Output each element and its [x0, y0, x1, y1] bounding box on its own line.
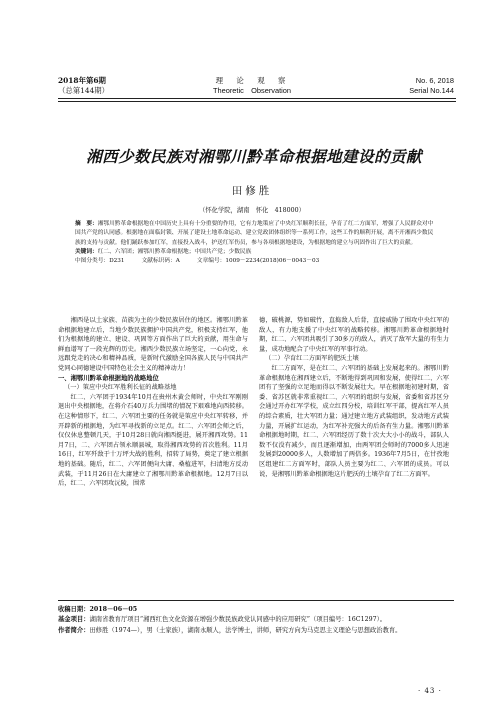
keywords [75, 248, 437, 257]
author-bio-text: 田修胜（1974—），男（土家族），湖南永顺人，法学博士，讲师，研究方向为马克思主义理论与思想政治教育。 [89, 626, 402, 634]
article-title: 湘西少数民族对湘鄂川黔革命根据地建设的贡献 [86, 148, 422, 166]
body-column-left [58, 316, 248, 489]
section-heading: （二）孕育红二方面军的肥沃土壤 [265, 355, 359, 363]
serial-number-en: Serial No.144 [409, 86, 454, 95]
author-name: 田修胜 [231, 185, 273, 197]
body-column-right [259, 316, 449, 479]
section-heading: （一）策应中央红军胜利长征的战略基地 [64, 384, 177, 392]
body-paragraph: 德，破桃源，势如破竹，直捣敌人后背，直接威胁了围攻中央红军的敌人，有力地支援了中央红军的战略转移。湘鄂川黔革命根据地时期，红二、六军团共吸引了30多万的敌人，消灭了敌军大量的有生力量，成功地配合了中央红军的军事行动。 [259, 317, 449, 353]
fund-text: 湖南省教育厅项目“湘西红色文化资源在增强少数民族政党认同感中的应用研究”（项目编号：16C1297）。 [89, 616, 387, 624]
header-rule-thin [58, 101, 456, 102]
section-heading: 一、湘鄂川黔革命根据地的战略地位 [58, 374, 159, 382]
journal-name-cn: 理 论 观 察 [215, 76, 289, 85]
received-date: 收稿日期：2018－06－05 [58, 606, 138, 613]
author-affiliation: （怀化学院，湖南 怀化 418000） [199, 207, 305, 214]
journal-name-en: Theoretic Observation [212, 86, 292, 95]
body-paragraph: 湘西是以土家族、苗族为主的少数民族居住的地区。湘鄂川黔革命根据地建立后，当地少数民族拥护中国共产党，积极支持红军，他们为根据地的建立、建设、巩固等方面作出了巨大的贡献，用生命与鲜血谱写了一段光辉的历史。湘西少数民族立场坚定，一心向党，永远跟党走的决心和精神品质，是新时代激励全国各族人民与中国共产党同心同德建设中国特色社会主义的精神动力！ [58, 317, 248, 372]
issue-total: （总第144期） [58, 86, 110, 95]
author-bio [58, 626, 454, 636]
issue-number-en: No. 6, 2018 [415, 76, 454, 85]
keywords-text: 红二、六军团；湘鄂川黔革命根据地；中国共产党；少数民族 [97, 248, 252, 255]
abstract-text: 湘鄂川黔革命根据地在中国历史上具有十分重要的作用，它有力地策应了中央红军顺利长征，孕育了红二方面军，增强了人民群众对中国共产党的认同感。根据地在面临封锁、开展了建设土地革命运动、建立党政团体组织等一系列工作，这些工作的顺利开展，离不开湘西少数民族的支持与贡献。他们踊跃参加红军，直接投入战斗，护送红军伤员，参与各项根据地建设，为根据地的建立与巩固作出了巨大的贡献。 [75, 221, 434, 246]
author-bio-label: 作者简介： [58, 626, 90, 634]
abstract-label: 摘 要： [75, 221, 98, 227]
fund-info [58, 615, 454, 625]
fund-label: 基金项目： [58, 616, 90, 624]
body-paragraph: 红二方面军，是在红二、六军团的基础上发展起来的。湘鄂川黔革命根据地在湘西建立后，不断地得到巩固和发展，使得红二、六军团有了坚强的立足地而得以不断发展壮大。早在根据地初建时期，省委、省苏区就非常重视红二、六军团的组织与发展，省委和省苏区分会通过开办红军学校，成立红四分校，培训红军干部，提高红军人员的综合素质，壮大军团力量；通过建立地方武装组织，发动地方武装力量，开展扩红运动，为红军补充强大的后备有生力量。湘鄂川黔革命根据地时期，红二、六军团经历了数十次大大小小的战斗，部队人数不仅没有减少，而且逐渐增加，由两军团会师时的7000多人迅速发展到20000多人，人数增加了两倍多。1936年7月5日，在甘孜地区组建红二方面军时，部队人员主要为红二、六军团的成员。可以说，是湘鄂川黔革命根据地这片肥沃的土壤孕育了红二方面军。 [259, 364, 449, 478]
abstract-block [75, 220, 437, 266]
footnote-rule [58, 600, 454, 601]
page-number: · 43 · [418, 687, 442, 695]
keywords-label: 关键词： [75, 248, 98, 255]
body-paragraph: 红二、六军团于1934年10月在贵州木黄会师时，中央红军刚刚退出中央根据地，在将介石40万兵力围堵的情况下艰难地向西转移。在这种情形下，红二、六军团主要的任务就是策应中央红军转移，并开辟新的根据地，为红军寻找新的立足点。红二、六军团会师之后，仅仅休息整顿几天，于10月28日就向湘西挺进，展开湘西攻势。11月7日，二、六军团占领永顺县城，取得湘西攻势的首次胜利。11月16日，红军歼敌于十万坪大战的胜利，招转了局势，奠定了建立根据地的基础。随后，红二、六军团便向大庸、桑植进军，扫清地方反动武装，于11月26日在大庸建立了湘鄂川黔革命根据地。12月7日以后，红二、六军团攻沅陵，围常 [58, 393, 248, 488]
header-rule [58, 98, 456, 99]
footnote [58, 605, 454, 636]
article-meta: 中图分类号：D231 文献标识码：A 文章编号：1009－2234(2018)06－0043－03 [75, 258, 320, 265]
issue-number: 2018年第6期 [58, 76, 106, 85]
abstract [75, 220, 437, 248]
